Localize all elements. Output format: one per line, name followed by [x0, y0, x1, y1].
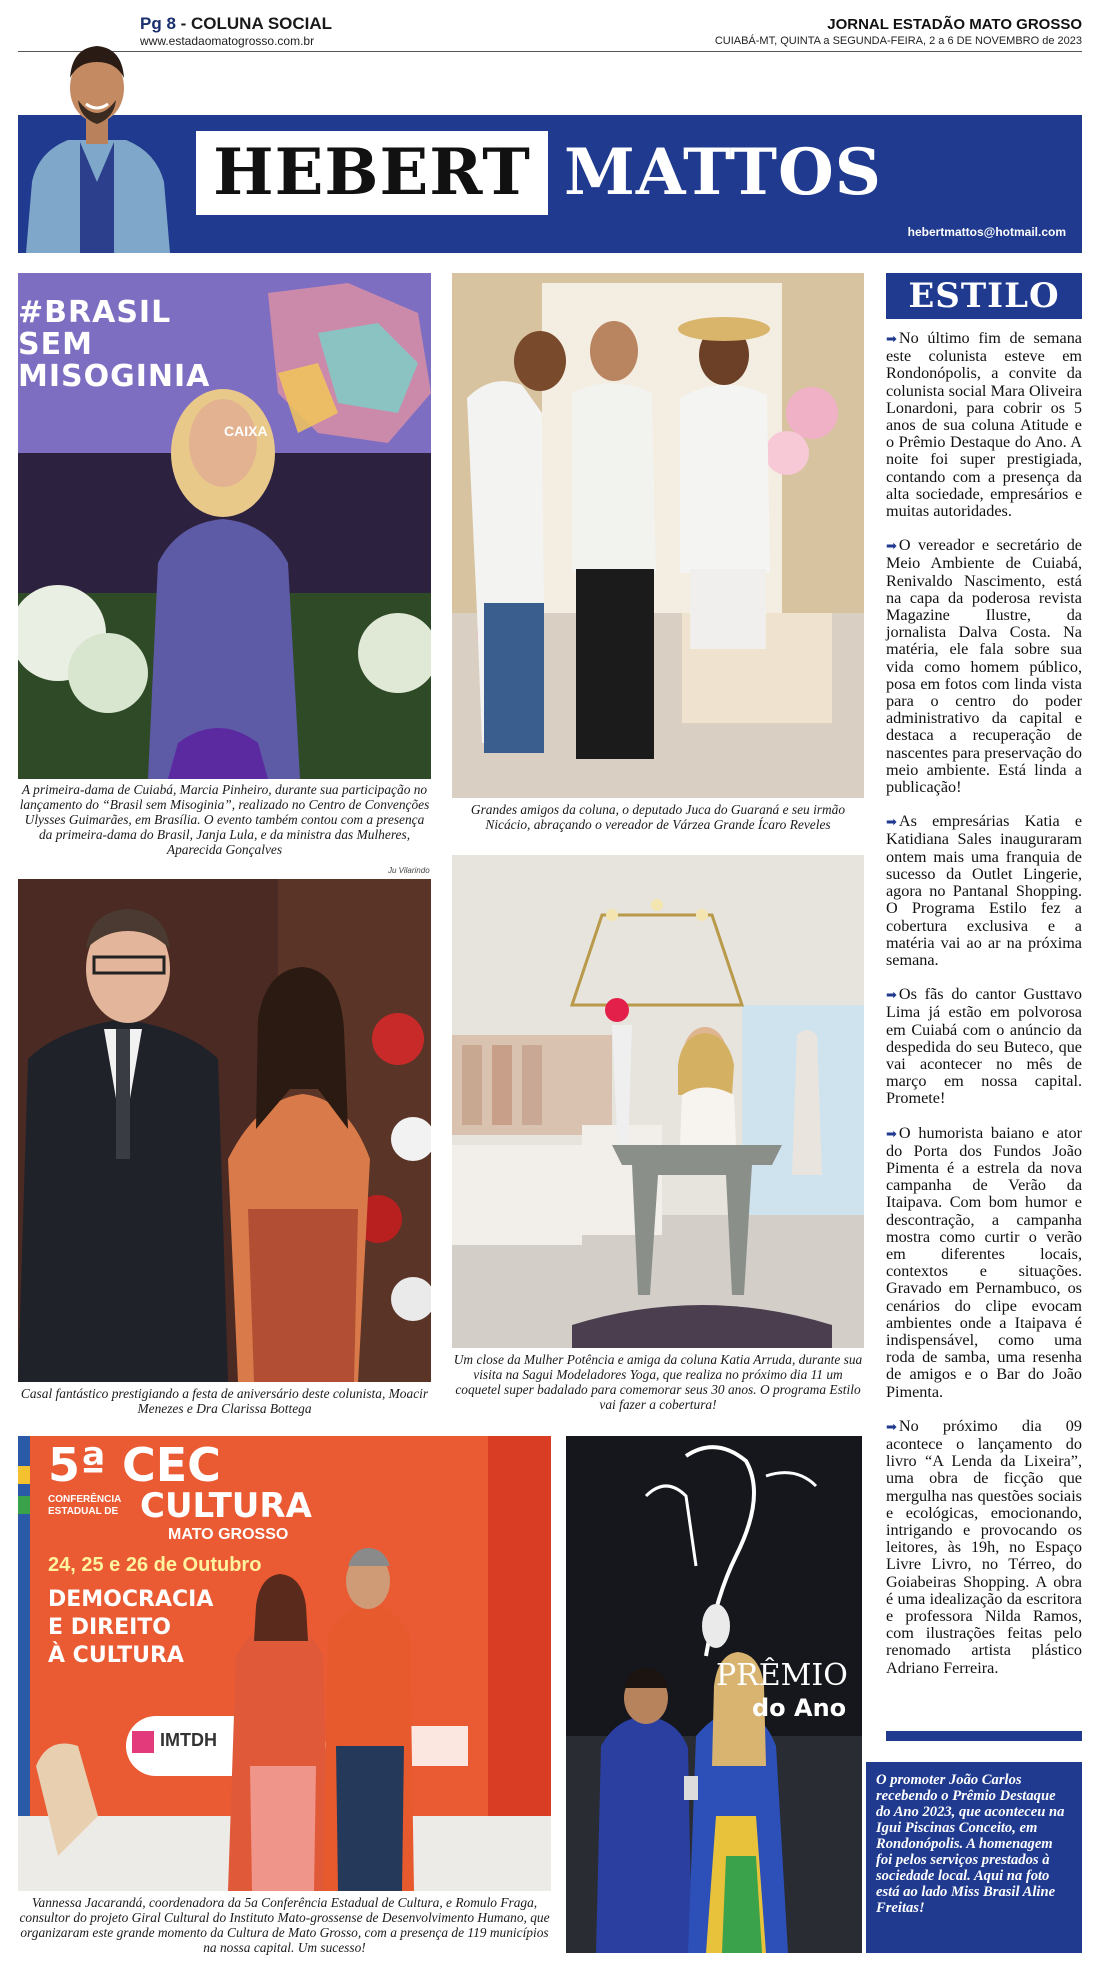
cec-sign-slogan: DEMOCRACIA E DIREITO À CULTURA — [48, 1587, 214, 1668]
caption-photo-1: A primeira-dama de Cuiabá, Marcia Pinheiro, durante sua participação no lançamento do “Brasil sem Misoginia”, realizado no Centro de Convenções Ulysses Guimarães, em Brasília. O evento também contou com a presença da primeira-dama do Brasil, Janja Lula, e da ministra das Mulheres, Aparecida Gonçalves — [19, 782, 430, 857]
cec-sign-state: MATO GROSSO — [168, 1526, 289, 1543]
caption-photo-5: Vannessa Jacarandá, coordenadora da 5a Conferência Estadual de Cultura, e Romulo Fraga, consultor do projeto Giral Cultural do Instituto Mato-grossense de Desenvolvimento Humano, que organizaram este grande momento da Cultura de Mato Grosso, com a presença de 119 municípios na nossa capital. Um sucesso! — [19, 1895, 550, 1955]
estilo-paragraph: ➡ No próximo dia 09 acontece o lançamento do livro “A Lenda da Lixeira”, uma obra de ficção que mergulha nas questões sociais e ecológicas, emocionando, intrigando e provocando os leitores, às 19h, no Espaço Livre Livro, no Térreo, do Goiabeiras Shopping. A obra é uma idealização da escritora e professora Nilda Ramos, com ilustrações feitas pelo renomado artista plástico Adriano Ferreira. — [886, 1416, 1082, 1677]
estilo-paragraph: ➡ No último fim de semana este colunista esteve em Rondonópolis, a convite da colunista social Mara Oliveira Lonardoni, para cobrir os 5 anos de sua coluna Atitude e o Prêmio Destaque do Ano. A noite foi super prestigiada, contando com a presença da alta sociedade, empresários e muitas autoridades. — [886, 329, 1082, 521]
premio-sign-2: do Ano — [752, 1694, 847, 1722]
premio-sign-1: PRÊMIO — [716, 1658, 848, 1693]
columnist-first-name: HEBERT — [213, 135, 531, 210]
photo-casal-aniversario — [18, 879, 431, 1382]
imtdh-logo: IMTDH — [160, 1730, 217, 1750]
photo-credit: Ju Vilarindo — [388, 866, 430, 875]
photo-mulher-potencia — [452, 855, 864, 1348]
name-box — [196, 131, 548, 215]
website-link[interactable]: www.estadaomatogrosso.com.br — [140, 34, 315, 48]
cec-sign-sub: CONFERÊNCIA ESTADUAL DE — [48, 1494, 121, 1517]
photo-brasil-sem-misoginia — [18, 273, 431, 779]
page-number: Pg 8 - COLUNA SOCIAL — [140, 14, 333, 33]
caption-photo-2: Grandes amigos da coluna, o deputado Juca do Guaraná e seu irmão Nicácio, abraçando o vereador de Várzea Grande Ícaro Reveles — [470, 802, 846, 832]
columnist-banner — [18, 115, 1082, 253]
arrow-icon: ➡ — [886, 539, 897, 555]
cec-sign-dates: 24, 25 e 26 de Outubro — [48, 1554, 262, 1576]
columnist-last-name: MATTOS — [564, 135, 882, 210]
dateline: CUIABÁ-MT, QUINTA a SEGUNDA-FEIRA, 2 a 6 DE NOVEMBRO de 2023 — [714, 35, 1082, 47]
column-divider — [886, 1731, 1082, 1741]
page-header — [18, 12, 1082, 52]
estilo-paragraph: ➡ Os fãs do cantor Gusttavo Lima já estão em polvorosa em Cuiabá com o anúncio da despedida do seu Buteco, que vai acontecer no mês de março em nossa capital. Promete! — [886, 985, 1082, 1108]
cec-sign-title: 5ª CEC — [48, 1438, 221, 1492]
columnist-portrait — [18, 22, 176, 253]
estilo-column — [886, 330, 1082, 1694]
promo-caption-box: O promoter João Carlos recebendo o Prêmio Destaque do Ano 2023, que aconteceu na Igui Piscinas Conceito, em Rondonópolis. A homenagem foi pelos serviços prestados à sociedade local. Aqui na foto está ao lado Miss Brasil Aline Freitas! — [866, 1762, 1082, 1953]
photo-conferencia-cultura — [18, 1436, 551, 1891]
arrow-icon: ➡ — [886, 332, 897, 347]
arrow-icon: ➡ — [886, 988, 897, 1004]
photo-premio-destaque — [566, 1436, 862, 1953]
arrow-icon: ➡ — [886, 1419, 897, 1435]
caption-photo-4: Um close da Mulher Potência e amiga da coluna Katia Arruda, durante sua visita na Sagui Modeladores Yoga, que realiza no próximo dia 11 um coquetel super badalado para comemorar seus 30 anos. O programa Estilo vai fazer a cobertura! — [453, 1352, 863, 1412]
estilo-paragraph: ➡ As empresárias Katia e Katidiana Sales inauguraram ontem mais uma franquia de sucesso da Outlet Lingerie, agora no Pantanal Shopping. O Programa Estilo fez a cobertura exclusiva e a matéria vai ao ar na próxima semana. — [886, 812, 1082, 969]
estilo-heading: ESTILO — [886, 273, 1082, 319]
misoginia-sign: #BRASIL SEM MISOGINIA — [18, 295, 211, 394]
cec-sign-cultura: CULTURA — [140, 1486, 312, 1526]
newspaper-name: JORNAL ESTADÃO MATO GROSSO — [827, 16, 1082, 33]
caption-photo-3: Casal fantástico prestigiando a festa de aniversário deste colunista, Moacir Menezes e Dra Clarissa Bottega — [20, 1386, 429, 1416]
photo-grandes-amigos — [452, 273, 864, 798]
estilo-paragraph: ➡ O vereador e secretário de Meio Ambiente de Cuiabá, Renivaldo Nascimento, está na capa da poderosa revista Magazine Ilustre, da jornalista Dalva Costa. Na matéria, ele fala sobre sua vida como homem público, posa em fotos com linda vista para o centro do poder administrativo da capital e destaca a recuperação de nascentes para preservação do meio ambiente. Está linda a publicação! — [886, 536, 1082, 797]
columnist-email[interactable]: hebertmattos@hotmail.com — [907, 225, 1066, 239]
arrow-icon: ➡ — [886, 815, 897, 831]
estilo-paragraph: ➡ O humorista baiano e ator do Porta dos Fundos João Pimenta é a estrela da nova campanha de Verão da Itaipava. Com bom humor e descontração, a campanha mostra como curtir o verão em diferentes locais, contextos e situações. Gravado em Pernambuco, os cenários do clipe evocam ambientes onde a Itaipava é indispensável, como uma roda de samba, uma resenha de amigos e o Bar do João Pimenta. — [886, 1123, 1082, 1401]
arrow-icon: ➡ — [886, 1126, 897, 1142]
caixa-logo: CAIXA — [224, 423, 268, 439]
section-name: COLUNA SOCIAL — [191, 14, 333, 33]
